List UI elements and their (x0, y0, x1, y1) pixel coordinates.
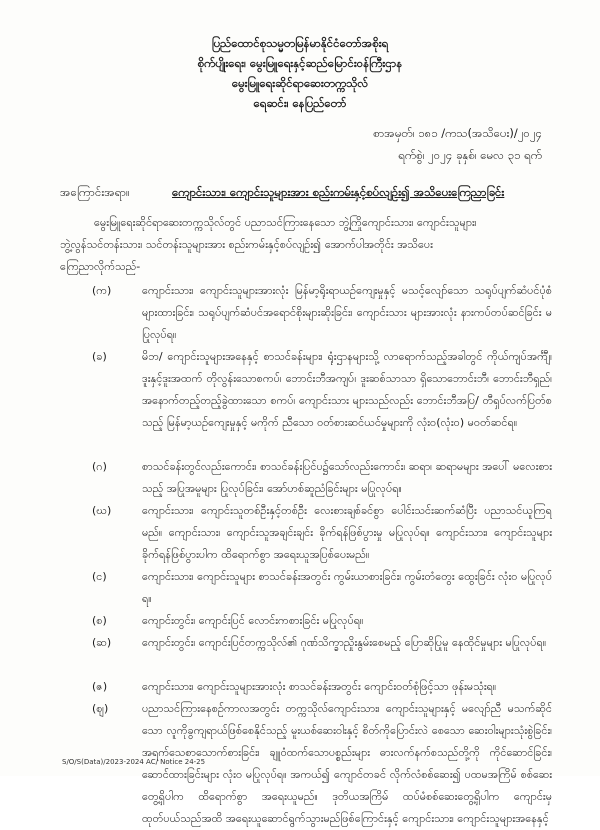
intro-line-1: မွေးမြူရေးဆိုင်ရာဆေးတက္ကသိုလ်တွင် ပညာသင်ကြားနေသော ဘွဲ့ကြိုကျောင်းသား၊ ကျောင်းသူများ၊ (94, 216, 477, 229)
rule-text: မိဘ/ ကျောင်းသူများအနေနှင့် စာသင်ခန်းများ၊ ရုံးဌာနများသို့ လာရောက်သည့်အခါတွင် ကိုယ်ကျပ်အင်္ကျီ၊ ဒူးနှင့်ဒူးအထက် တိုလွန်းသောစကပ်၊ ဘောင်းဘီအကျပ်၊ ဒူးဆစ်သာသာ ရှိသောဘောင်းဘီ၊ ဘောင်းဘီရှည်၊ အနောက်တည့်တည့်ခွဲထားသော စကပ်၊ ကျောင်းသား များသည်လည်း ဘောင်းဘီအပြ/ တီရှပ်လက်ပြတ်စသည့် မြန်မာ့ယဉ်ကျေးမှုနှင့် မကိုက် ညီသော ဝတ်စားဆင်ယင်မှုများကို လုံး၀(လုံး၀) မဝတ်ဆင်ရ။ (142, 350, 552, 429)
rule-number: (ခ) (92, 350, 107, 363)
rule-number: (စ) (92, 614, 107, 627)
rule-number: (က) (92, 284, 112, 297)
rule-text: ကျောင်းသား၊ ကျောင်းသူများအားလုံး မြန်မာ့ရိုးရာယဉ်ကျေးမှုနှင့် မသင့်လျော်သော သရုပ်ပျက်ဆံပင်ပုံစံများထားခြင်း၊ သရုပ်ပျက်ဆံပင်အရောင်စိုးများဆိုးခြင်း၊ ကျောင်းသား များအားလုံး နားကပ်တပ်ဆင်ခြင်း မပြုလုပ်ရ။ (142, 284, 552, 341)
rule-item-ka (92, 280, 552, 346)
rule-item-kha (92, 346, 552, 456)
intro-line-3: ကြေညာလိုက်သည်- (60, 260, 141, 273)
header-location: ရေဆင်း၊ နေပြည်တော် (253, 96, 347, 110)
letter-number: စာအမှတ်၊ ၁၈၁ /ကသ(အသိပေး)/၂၀၂၄ (373, 126, 542, 140)
subject-label: အကြောင်းအရာ။ (60, 185, 130, 199)
rule-number: (ဈ) (92, 702, 109, 715)
rule-text: ကျောင်းသား၊ ကျောင်းသူတစ်ဦးနှင့်တစ်ဦး လေးစားချစ်ခင်စွာ ပေါင်းသင်းဆက်ဆံပြီး ပညာသင်ယူကြရမည်။ ကျောင်းသား၊ ကျောင်းသူအချင်းချင်း ခိုက်ရန်ဖြစ်ပွားမှု မပြုလုပ်ရ။ ကျောင်းသား၊ ကျောင်းသူများ ခိုက်ရန်ဖြစ်ပွားပါက ထိရောက်စွာ အရေးယူအပြစ်ပေးမည်။ (142, 504, 552, 561)
header-ministry: စိုက်ပျိုးရေး၊ မွေးမြူရေးနှင့်ဆည်မြောင်းဝန်ကြီးဌာန (197, 56, 403, 70)
letter-date: ရက်စွဲ၊ ၂၀၂၄ ခုနှစ်၊ မေလ ၃၁ ရက် (398, 148, 542, 162)
rule-text: ကျောင်းတွင်း၊ ကျောင်းပြင်တက္ကသိုလ်၏ ဂုဏ်သိက္ခာညှိုးနွမ်းစေမည့် ပြောဆိုပြုမူ နေထိုင်မှုများ မပြုလုပ်ရ။ (142, 636, 547, 649)
rule-item-nga (92, 566, 552, 610)
rule-text: ကျောင်းသား၊ ကျောင်းသူများ စာသင်ခန်းအတွင်း ကွမ်းယာစားခြင်း၊ ကွမ်းတံတွေး ထွေးခြင်း လုံး၀ မပြုလုပ်ရ။ (142, 570, 552, 605)
rule-item-hsa (92, 632, 552, 676)
rule-number: (ဃ) (92, 504, 112, 517)
rule-item-ga (92, 456, 552, 500)
rule-number: (ဂ) (92, 460, 107, 473)
rule-item-sa (92, 610, 552, 632)
rule-item-za (92, 676, 552, 698)
rule-text: စာသင်ခန်းတွင်လည်းကောင်း၊ စာသင်ခန်းပြင်ပ၌သော်လည်းကောင်း၊ ဆရာ၊ ဆရာမများ အပေါ် မလေးစားသည့် အပြုအမူများ ပြုလုပ်ခြင်း၊ အော်ဟစ်ဆူညံခြင်းများ မပြုလုပ်ရ။ (142, 460, 552, 495)
rule-text: ပညာသင်ကြားနေစဉ်ကာလအတွင်း တက္ကသိုလ်ကျောင်းသား၊ ကျောင်းသူများနှင့် မလျော်ညီ မသက်ဆိုင်သော လူကိုခွကျရာယ်ဖြစ်စေနိုင်သည့် မူးယစ်ဆေးဝါးနှင့် စိတ်ကိုပြောင်းလဲ စေသော ဆေးဝါးများသုံးစွဲခြင်း၊ အရက်သေစာသောက်စားခြင်း၊ ချူဝံထက်သောပစ္စည်းများ ဓားလက်နက်စသည်တို့ကို ကိုင်ဆောင်ခြင်း၊ ဆောင်ထားခြင်းများ လုံး၀ မပြုလုပ်ရ။ အကယ်၍ ကျောင်တခင် လိုက်လံစစ်ဆေး၍ ပထမအကြိမ် စစ်ဆေးတွေ့ရှိပါက ထိရောက်စွာ အရေးယူမည်။ ဒုတိယအကြိမ် ထပ်မံစစ်ဆေးတွေ့ရှိပါက ကျောင်းမှထုတ်ပယ်သည်အထိ အရေးယူဆောင်ရွက်သွားမည်ဖြစ်ကြောင်းနှင့် ကျောင်းသား၊ ကျောင်းသူများအနေနှင့် (142, 702, 552, 825)
intro-line-2: ဘွဲ့လွန်သင်တန်းသား၊ သင်တန်းသူများအား စည်းကမ်းနှင့်စပ်လျဉ်း၍ အောက်ပါအတိုင်း အသိပေး (60, 238, 433, 251)
rule-text: ကျောင်းတွင်း၊ ကျောင်းပြင် လောင်းကစားခြင်း မပြုလုပ်ရ။ (142, 614, 364, 627)
rule-number: (ဆ) (92, 636, 112, 649)
intro-paragraph (60, 212, 550, 278)
rule-number: (င) (92, 570, 107, 583)
rule-text: ကျောင်းသား၊ ကျောင်းသူများအားလုံး စာသင်ခန်းအတွင်း ကျောင်းဝတ်စုံဖြင့်သာ ဖုန်းမသုံးရ။ (142, 680, 497, 693)
document-footer-code: S/O/S(Data)/2023-2024 AC/ Notice 24-25 (62, 758, 206, 766)
rule-number: (ဇ) (92, 680, 108, 693)
header-government: ပြည်ထောင်စုသမ္မတမြန်မာနိုင်ငံတော်အစိုးရ (211, 36, 389, 50)
subject-title: ကျောင်းသား၊ ကျောင်းသူများအား စည်းကမ်းနှင့်စပ်လျဉ်း၍ အသိပေးကြေညာခြင်း (172, 185, 505, 199)
header-university: မွေးမြူရေးဆိုင်ရာဆေးတက္ကသိုလ် (231, 76, 369, 90)
rule-item-gha (92, 500, 552, 566)
